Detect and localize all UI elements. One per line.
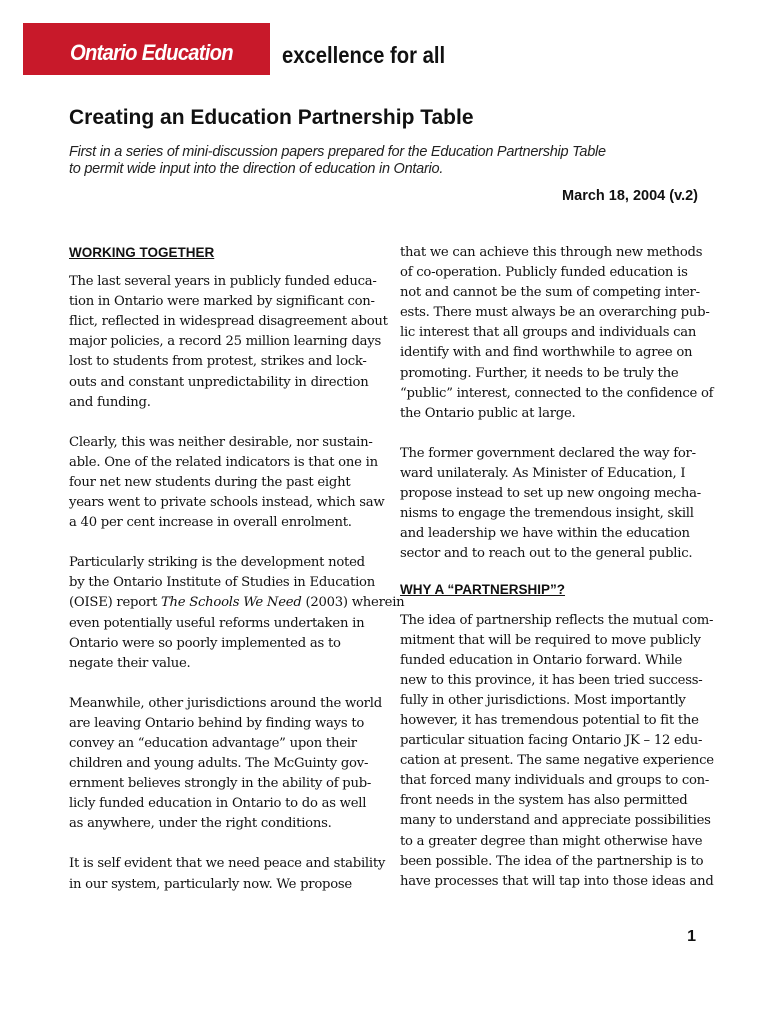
text-line: Ontario were so poorly implemented as to xyxy=(69,635,341,651)
text-line: children and young adults. The McGuinty gov- xyxy=(69,756,369,772)
text-line: of co-operation. Publicly funded education is xyxy=(400,265,688,281)
text-line: It is self evident that we need peace and stability xyxy=(69,856,386,872)
paragraph xyxy=(400,444,700,565)
text-line: ests. There must always be an overarching pub- xyxy=(400,305,710,321)
report-title: The Schools We Need xyxy=(160,595,302,611)
text-line: propose instead to set up new ongoing mecha- xyxy=(400,486,701,502)
text-line: not and cannot be the sum of competing inter- xyxy=(400,285,700,301)
text-line: years went to private schools instead, which saw xyxy=(69,495,385,511)
text-line: and leadership we have within the education xyxy=(400,526,690,542)
text-line: fully in other jurisdictions. Most importantly xyxy=(400,692,686,708)
text-line: outs and constant unpredictability in direction xyxy=(69,374,369,390)
text-line: as anywhere, under the right conditions. xyxy=(69,816,332,832)
text-line: tion in Ontario were marked by significant con- xyxy=(69,294,375,310)
text-line: ward unilateraly. As Minister of Education, I xyxy=(400,465,686,481)
text-line: Clearly, this was neither desirable, nor sustain- xyxy=(69,434,373,450)
tagline: excellence for all xyxy=(282,42,446,68)
text-line: a 40 per cent increase in overall enrolment. xyxy=(69,515,352,531)
text-line: to a greater degree than might otherwise have xyxy=(400,833,703,849)
document-title: Creating an Education Partnership Table xyxy=(69,106,474,129)
text-line: that forced many individuals and groups to con- xyxy=(400,773,710,789)
paragraph xyxy=(69,272,388,413)
text-line: particular situation facing Ontario JK – 12 edu- xyxy=(400,733,703,749)
page-number: 1 xyxy=(687,928,696,945)
text-line: funded education in Ontario forward. While xyxy=(400,652,683,668)
text-line: and funding. xyxy=(69,394,151,410)
text-line: (OISE) report The Schools We Need (2003) wherein xyxy=(69,595,405,611)
text-line: convey an “education advantage” upon their xyxy=(69,735,357,751)
paragraph xyxy=(400,243,714,424)
brand-logo: Ontario Education xyxy=(70,40,233,65)
text-line: flict, reflected in widespread disagreement about xyxy=(69,314,388,330)
text-line: many to understand and appreciate possibilities xyxy=(400,813,711,829)
text-line: that we can achieve this through new methods xyxy=(400,245,703,260)
text-line: identify with and find worthwhile to agree on xyxy=(400,345,693,361)
paragraph xyxy=(69,553,405,674)
text-line: are leaving Ontario behind by finding ways to xyxy=(69,715,365,731)
right-column xyxy=(400,243,714,912)
left-column xyxy=(69,243,405,915)
paragraph xyxy=(69,694,382,835)
subtitle-line: First in a series of mini-discussion papers prepared for the Education Partnership Table xyxy=(69,144,606,160)
text-line: sector and to reach out to the general public. xyxy=(400,546,693,562)
text-line: negate their value. xyxy=(69,655,191,671)
paragraph xyxy=(400,611,714,892)
subtitle-line: to permit wide input into the direction of education in Ontario. xyxy=(69,161,444,177)
text-line: able. One of the related indicators is that one in xyxy=(69,454,378,470)
document-date: March 18, 2004 (v.2) xyxy=(562,188,698,204)
paragraph xyxy=(69,433,385,533)
document-subtitle xyxy=(69,144,606,178)
text-line: however, it has tremendous potential to fit the xyxy=(400,712,699,728)
text-line: lost to students from protest, strikes and lock- xyxy=(69,354,367,370)
text-line: Particularly striking is the development noted xyxy=(69,555,365,571)
text-line: licly funded education in Ontario to do as well xyxy=(69,796,367,812)
text-line: promoting. Further, it needs to be truly the xyxy=(400,365,679,381)
text-line: The former government declared the way for- xyxy=(400,445,696,461)
text-line: lic interest that all groups and individuals can xyxy=(400,325,697,341)
text-line: even potentially useful reforms undertaken in xyxy=(69,615,365,631)
text-line: “public” interest, connected to the confidence of xyxy=(400,385,714,401)
text-line: The idea of partnership reflects the mutual com- xyxy=(400,612,714,628)
text-line: in our system, particularly now. We propose xyxy=(69,876,352,892)
text-line: been possible. The idea of the partnership is to xyxy=(400,853,704,869)
text-line: mitment that will be required to move publicly xyxy=(400,632,701,648)
text-line: cation at present. The same negative experience xyxy=(400,753,714,769)
section-heading: WORKING TOGETHER xyxy=(69,245,215,260)
text-line: ernment believes strongly in the ability of pub- xyxy=(69,776,372,792)
text-line: have processes that will tap into those ideas and xyxy=(400,873,714,889)
text-line: Meanwhile, other jurisdictions around the world xyxy=(69,695,382,711)
text-line: The last several years in publicly funded educa- xyxy=(69,274,377,290)
section-heading: WHY A “PARTNERSHIP”? xyxy=(400,582,566,598)
paragraph xyxy=(69,854,386,894)
text-line: the Ontario public at large. xyxy=(400,405,576,421)
text-line: nisms to engage the tremendous insight, skill xyxy=(400,506,694,522)
text-line: front needs in the system has also permitted xyxy=(400,793,688,809)
text-line: new to this province, it has been tried success- xyxy=(400,672,703,688)
text-line: four net new students during the past eight xyxy=(69,474,351,490)
text-line: major policies, a record 25 million learning days xyxy=(69,334,381,350)
text-line: by the Ontario Institute of Studies in Education xyxy=(69,575,375,591)
